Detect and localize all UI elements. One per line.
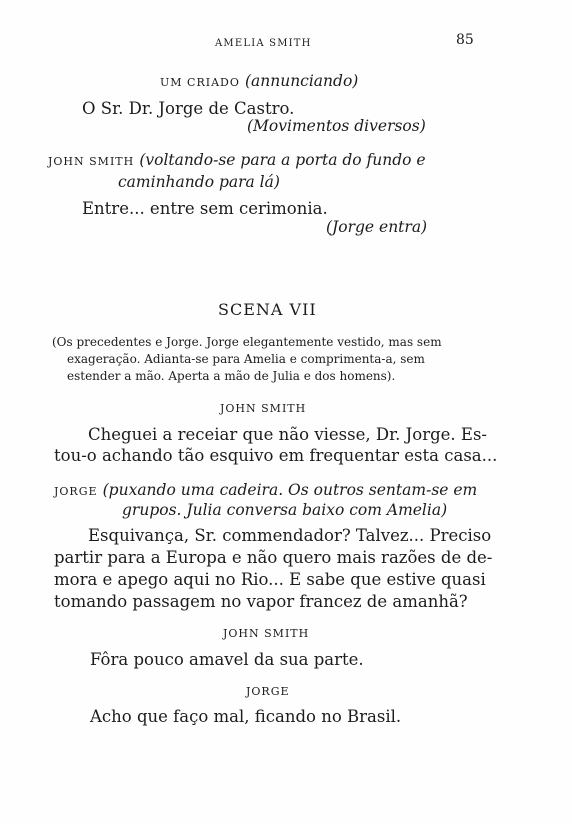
speech-line: mora e apego aqui no Rio... E sabe que estive quasi	[54, 570, 486, 589]
running-title: AMELIA SMITH	[215, 38, 312, 49]
speaker-name: UM CRIADO	[160, 76, 240, 89]
stage-direction: (annunciando)	[244, 72, 359, 90]
stage-direction: grupos. Julia conversa baixo com Amelia)	[122, 501, 448, 519]
stage-direction: caminhando para lá)	[118, 173, 280, 191]
speaker-line	[54, 480, 477, 499]
scene-direction-line: estender a mão. Aperta a mão de Julia e dos homens).	[67, 369, 396, 383]
speech-line: partir para a Europa e não quero mais razões de de-	[54, 548, 493, 567]
speaker-name: JOHN SMITH	[48, 155, 135, 168]
speaker-line	[160, 71, 358, 90]
speech-line: O Sr. Dr. Jorge de Castro.	[82, 99, 295, 118]
speech-line: Cheguei a receiar que não viesse, Dr. Jorge. Es-	[88, 425, 488, 444]
stage-direction: (Movimentos diversos)	[247, 117, 426, 135]
speech-line: tou-o achando tão esquivo em frequentar esta casa...	[54, 446, 498, 465]
scene-direction-line: (Os precedentes e Jorge. Jorge elegantemente vestido, mas sem	[52, 335, 442, 349]
speech-line: Acho que faço mal, ficando no Brasil.	[90, 707, 402, 726]
stage-direction: (voltando-se para a porta do fundo e	[139, 151, 426, 169]
stage-direction: (puxando uma cadeira. Os outros sentam-se em	[102, 481, 478, 499]
scene-title: SCENA VII	[218, 300, 317, 319]
speech-line: tomando passagem no vapor francez de amanhã?	[54, 592, 468, 611]
speaker-name: JOHN SMITH	[223, 627, 310, 640]
speech-line: Fôra pouco amavel da sua parte.	[90, 650, 364, 669]
speech-line: Entre... entre sem cerimonia.	[82, 199, 328, 218]
page-number: 85	[456, 32, 474, 48]
speaker-name: JORGE	[246, 685, 290, 698]
scene-direction-line: exageração. Adianta-se para Amelia e comprimenta-a, sem	[67, 352, 425, 366]
stage-direction: (Jorge entra)	[326, 218, 428, 236]
speaker-name: JORGE	[54, 485, 98, 498]
speech-line: Esquivança, Sr. commendador? Talvez... Preciso	[88, 526, 492, 545]
speaker-name: JOHN SMITH	[220, 402, 307, 415]
speaker-line	[48, 150, 426, 169]
